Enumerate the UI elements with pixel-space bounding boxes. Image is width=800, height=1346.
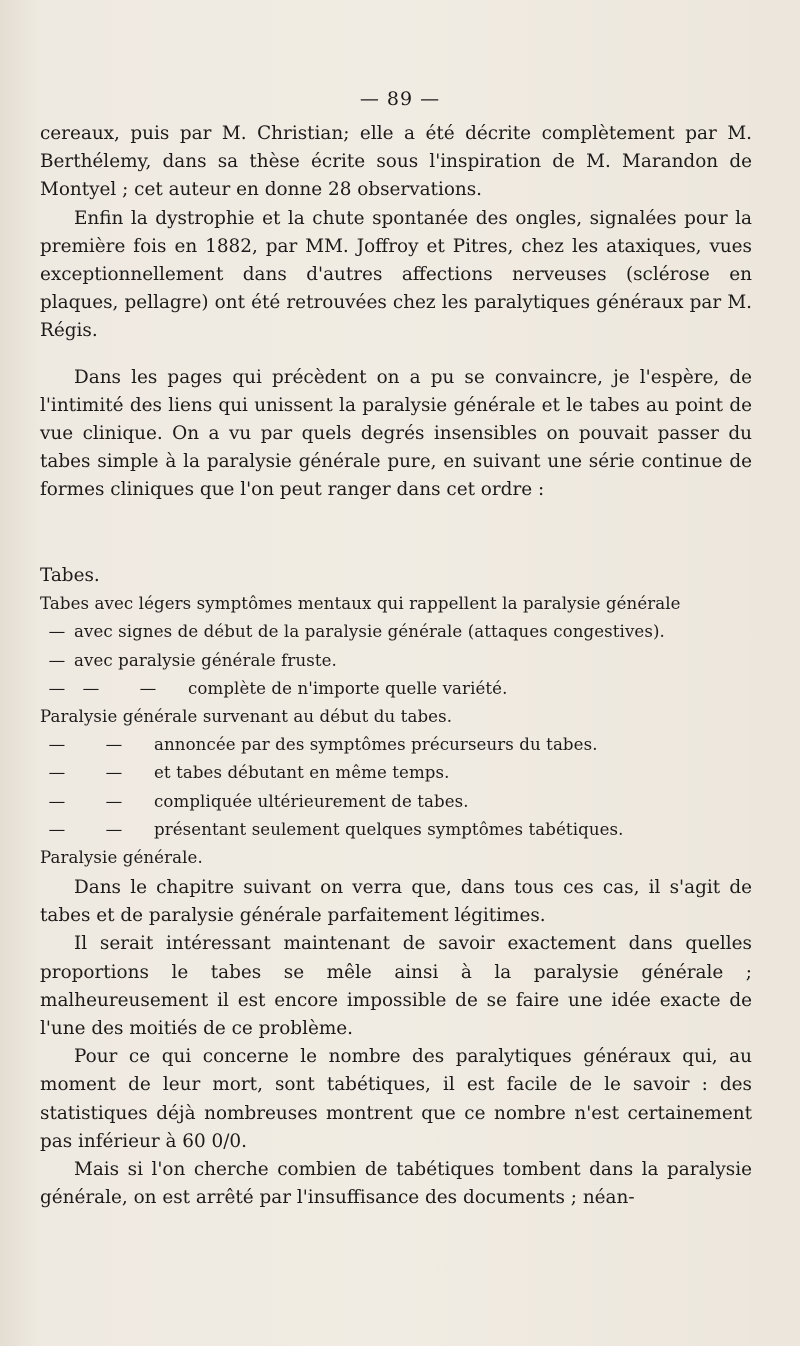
paragraph-3: Dans les pages qui précèdent on a pu se convaincre, je l'espère, de l'intimité des liens qui unissent la paralysie générale et le tabes au point de vue clinique. On a vu par quels degrés insensibles on pouvait passer du tabes simple à la paralysie générale pure, en suivant une série continue de formes cliniques que l'on peut ranger dans cet ordre : [40, 366, 752, 501]
paragraph-4: Dans le chapitre suivant on verra que, dans tous ces cas, il s'agit de tabes et de paralysie générale parfaitement légitimes. [40, 877, 752, 927]
list-item: Paralysie générale survenant au début du tabes. [40, 707, 453, 727]
paragraph-7: Mais si l'on cherche combien de tabétiques tombent dans la paralysie générale, on est arrêté par l'insuffisance des documents ; néan- [40, 1159, 752, 1209]
paragraph-2: Enfin la dystrophie et la chute spontanée des ongles, signalées pour la première fois en 1882, par MM. Joffroy et Pitres, chez les ataxiques, vues exceptionnellement dans d'autres affections nerveuses (sclérose en plaques, pellagre) ont été retrouvées chez les paralytiques généraux par M. Régis. [40, 207, 752, 342]
list-item: — avec paralysie générale fruste. [48, 650, 337, 670]
list-item: Tabes. [40, 565, 100, 586]
list-item: — — — complète de n'importe quelle variété. [48, 678, 508, 698]
body-text-top [40, 120, 752, 505]
list-item: — — compliquée ultérieurement de tabes. [48, 791, 469, 811]
list-item: Paralysie générale. [40, 848, 203, 868]
list-item: — — présentant seulement quelques symptômes tabétiques. [48, 819, 624, 839]
list-item: — avec signes de début de la paralysie générale (attaques congestives). [48, 622, 665, 642]
paragraph-6: Pour ce qui concerne le nombre des paralytiques généraux qui, au moment de leur mort, sont tabétiques, il est facile de le savoir : des statistiques déjà nombreuses montrent que ce nombre n'est certainement pas inférieur à 60 0/0. [40, 1046, 752, 1152]
list-item: Tabes avec légers symptômes mentaux qui rappellent la paralysie générale [40, 594, 681, 614]
list-item: — — annoncée par des symptômes précurseurs du tabes. [48, 735, 598, 755]
body-text-bottom [40, 874, 752, 1212]
page-number: — 89 — [359, 88, 441, 110]
clinical-forms-list [40, 562, 752, 872]
paragraph-5: Il serait intéressant maintenant de savoir exactement dans quelles proportions le tabes se mêle ainsi à la paralysie générale ; malheureusement il est encore impossible de se faire une idée exacte de l'une des moitiés de ce problème. [40, 933, 752, 1040]
list-item: — — et tabes débutant en même temps. [48, 763, 450, 783]
paragraph-1: cereaux, puis par M. Christian; elle a été décrite complètement par M. Berthélemy, dans sa thèse écrite sous l'inspiration de M. Marandon de Montyel ; cet auteur en donne 28 observations. [40, 123, 752, 201]
